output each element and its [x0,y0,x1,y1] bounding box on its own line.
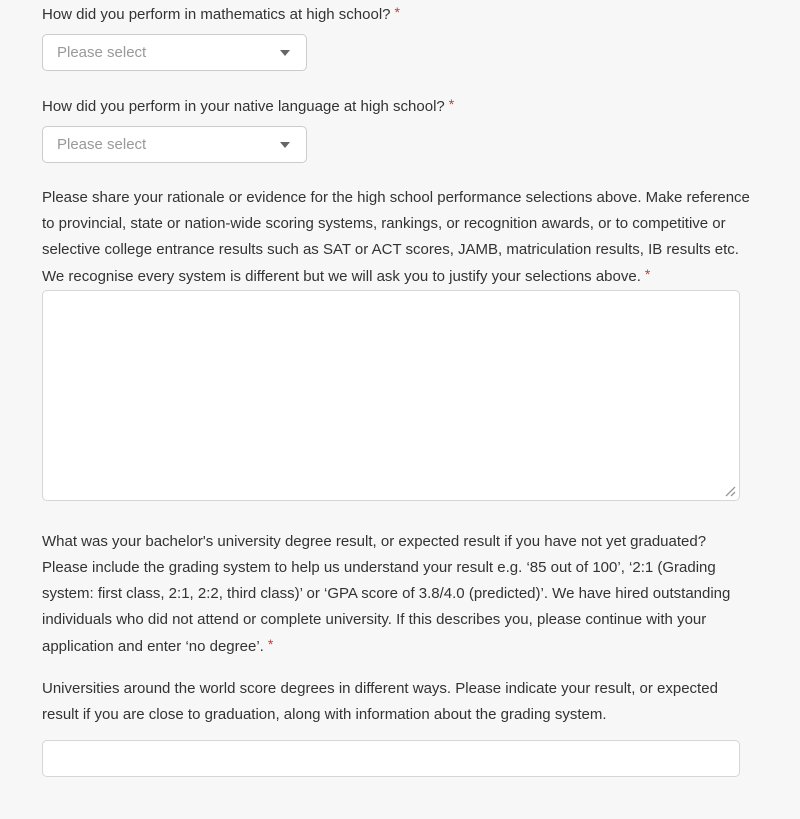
field-label [42,185,754,290]
field-label-text: Please share your rationale or evidence for the high school performance selections above. Make reference to provincial, state or nation-wide scoring systems, rankings, or recognition awards, or to competitive or selective college entrance results such as SAT or ACT scores, JAMB, matriculation results, IB results etc. We recognise every system is different but we will ask you to justify your selections above. [42,189,750,285]
field-label-text: What was your bachelor's university degree result, or expected result if you have not yet graduated? Please include the grading system to help us understand your result e.g. ‘85 out of 100’, ‘2:1 (Grading system: first class, 2:1, 2:2, third class)’ or ‘GPA score of 3.8/4.0 (predicted)’. We have hired outstanding individuals who did not attend or complete university. If this describes you, please continue with your application and enter ‘no degree’. [42,533,731,655]
degree-result-input[interactable] [42,740,740,777]
rationale-textarea[interactable] [42,290,740,501]
required-asterisk: * [644,266,651,282]
field-label [42,5,740,24]
field-label [42,97,740,116]
native-language-performance-select[interactable] [42,126,307,163]
rationale-textarea-wrapper [42,290,740,501]
select-selected-value: Please select [57,44,147,61]
field-degree-result [42,529,740,777]
select-selected-value: Please select [57,136,147,153]
field-rationale [42,185,750,501]
required-asterisk: * [448,96,455,112]
field-native-language-performance [42,97,740,163]
field-mathematics-performance [42,5,740,71]
application-form [42,4,750,777]
field-label-text: How did you perform in your native language at high school? [42,98,445,115]
field-description: Universities around the world score degrees in different ways. Please indicate your result, or expected result if you are close to graduation, along with information about the grading system. [42,680,718,723]
mathematics-performance-select[interactable] [42,34,307,71]
required-asterisk: * [394,4,400,20]
chevron-down-icon [280,50,290,56]
required-asterisk: * [267,636,274,652]
field-label [42,529,754,660]
chevron-down-icon [280,142,290,148]
field-label-text: How did you perform in mathematics at high school? [42,6,391,23]
